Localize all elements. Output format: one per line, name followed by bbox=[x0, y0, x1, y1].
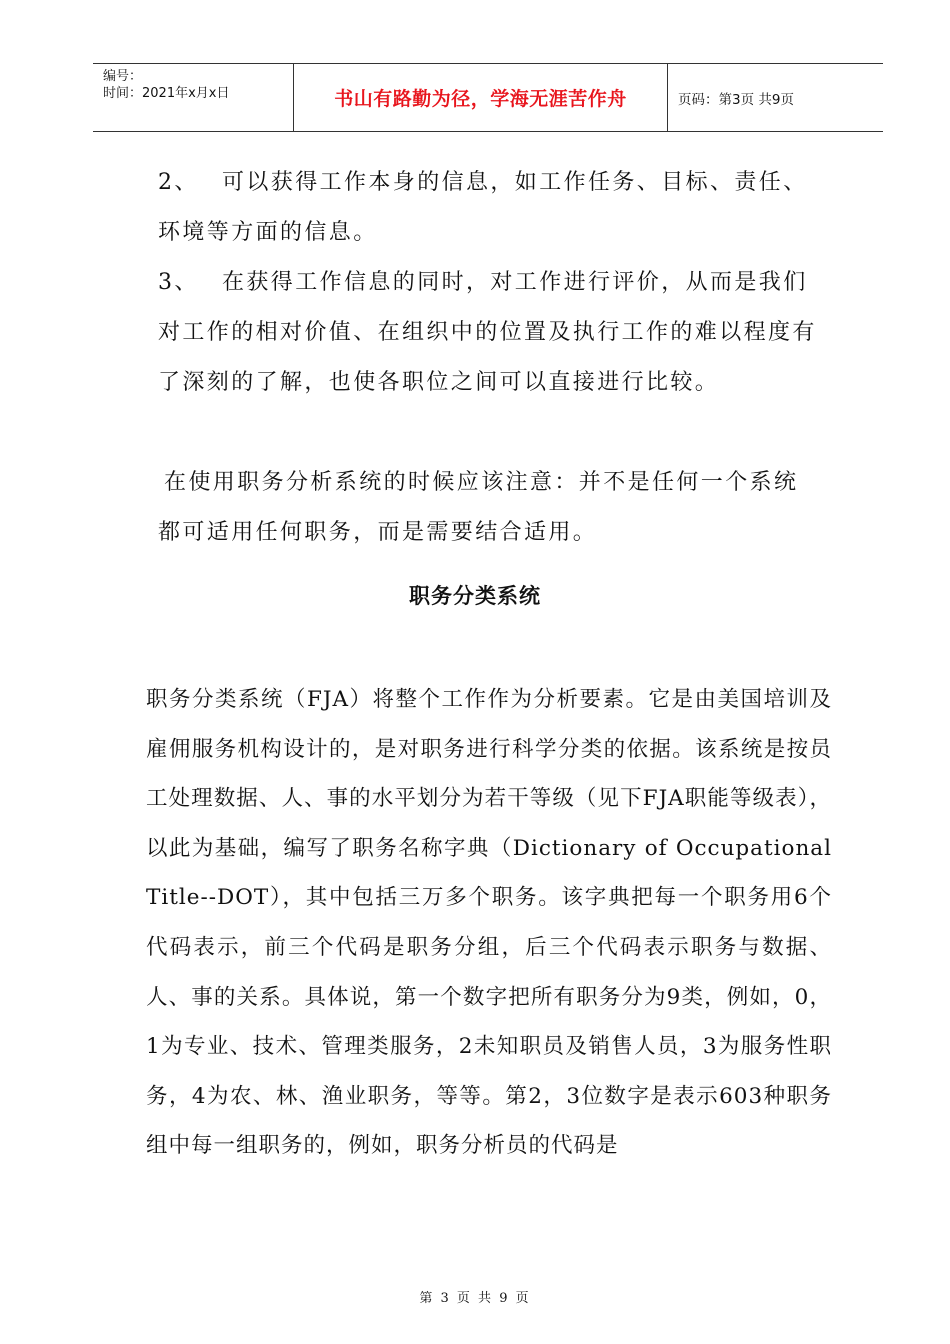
header-page-number: 页码：第3页 共9页 bbox=[678, 91, 794, 108]
page-header bbox=[93, 63, 883, 132]
section-body-paragraph: 职务分类系统（FJA）将整个工作作为分析要素。它是由美国培训及雇佣服务机构设计的，是对职务进行科学分类的依据。该系统是按员工处理数据、人、事的水平划分为若干等级（见下FJA职能等级表），以此为基础，编写了职务名称字典（Dictionary of Occupational Title--DOT），其中包括三万多个职务。该字典把每一个职务用6个代码表示，前三个代码是职务分组，后三个代码表示职务与数据、人、事的关系。具体说，第一个数字把所有职务分为9类，例如，0，1为专业、技术、管理类服务，2未知职员及销售人员，3为服务性职务，4为农、林、渔业职务，等等。第2，3位数字是表示603种职务组中每一组职务的，例如，职务分析员的代码是 bbox=[146, 687, 832, 1159]
header-motto: 书山有路勤为径，学海无涯苦作舟 bbox=[334, 88, 627, 110]
section-title: 职务分类系统 bbox=[409, 584, 541, 608]
document-time-label: 时间：2021年x月x日 bbox=[103, 86, 230, 101]
list-item-2-text: 可以获得工作本身的信息，如工作任务、目标、责任、环境等方面的信息。 bbox=[158, 170, 808, 245]
list-item-3 bbox=[158, 258, 818, 408]
header-motto-cell bbox=[294, 64, 668, 131]
header-page-cell bbox=[668, 64, 883, 131]
list-item-2 bbox=[158, 158, 818, 258]
usage-note-paragraph: 在使用职务分析系统的时候应该注意：并不是任何一个系统都可适用任何职务，而是需要结合适用。 bbox=[158, 470, 799, 545]
list-item-3-number: 3、 bbox=[158, 270, 199, 295]
document-number-label: 编号： bbox=[103, 69, 143, 84]
list-item-3-text: 在获得工作信息的同时，对工作进行评价，从而是我们对工作的相对价值、在组织中的位置及执行工作的难以程度有了深刻的了解，也使各职位之间可以直接进行比较。 bbox=[158, 270, 817, 395]
page-footer: 第 3 页 共 9 页 bbox=[419, 1291, 531, 1306]
header-meta bbox=[93, 64, 294, 131]
list-item-2-number: 2、 bbox=[158, 170, 199, 195]
